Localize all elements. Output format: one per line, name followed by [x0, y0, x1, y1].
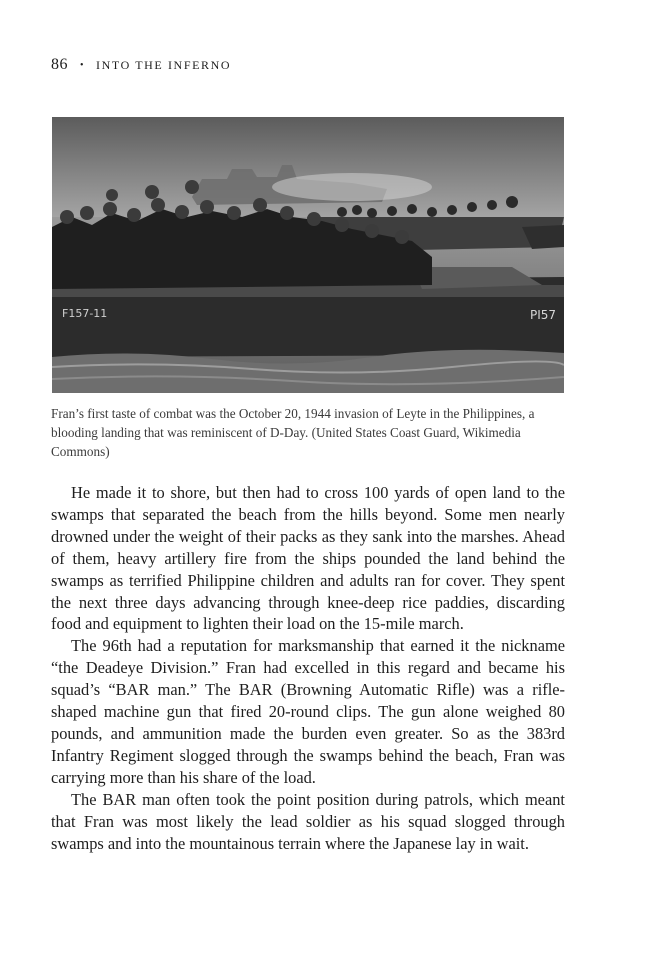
svg-text:PI57: PI57 [530, 308, 557, 322]
landing-craft-photo [52, 117, 564, 393]
running-head [51, 56, 231, 74]
paragraph: The 96th had a reputation for marksmanship that earned it the nickname “the Deadeye Division.” Fran had excelled in this regard and became his squad’s “BAR man.” The BAR (Browning Automatic Rifle) was a rifle-shaped machine gun that fired 20-round clips. The gun alone weighed 80 pounds, and ammunition made the burden even greater. So as the 383rd Infantry Regiment slogged through the swamps behind the beach, Fran was carrying more than his share of the load. [51, 636, 565, 787]
photo-illustration [52, 117, 564, 393]
paragraph: He made it to shore, but then had to cross 100 yards of open land to the swamps that separated the beach from the hills beyond. Some men nearly drowned under the weight of their packs as they sank into the marshes. Ahead of them, heavy artillery fire from the ships pounded the land behind the swamps as terrified Philippine children and adults ran for cover. They spent the next three days advancing through knee-deep rice paddies, discarding food and equipment to lighten their load on the 15-mile march. [51, 483, 565, 634]
svg-text:F157-11: F157-11 [62, 307, 108, 320]
separator-bullet: • [80, 59, 85, 71]
paragraph: The BAR man often took the point position during patrols, which meant that Fran was most likely the lead soldier as his squad slogged through swamps and into the mountainous terrain where the Japanese lay in wait. [51, 789, 565, 853]
page-number: 86 [51, 56, 68, 73]
running-title: INTO THE INFERNO [96, 57, 232, 72]
body-text [51, 482, 565, 854]
figure-caption: Fran’s first taste of combat was the October 20, 1944 invasion of Leyte in the Philippines, a blooding landing that was reminiscent of D-Day. (United States Coast Guard, Wikimedia Commons) [51, 406, 535, 459]
